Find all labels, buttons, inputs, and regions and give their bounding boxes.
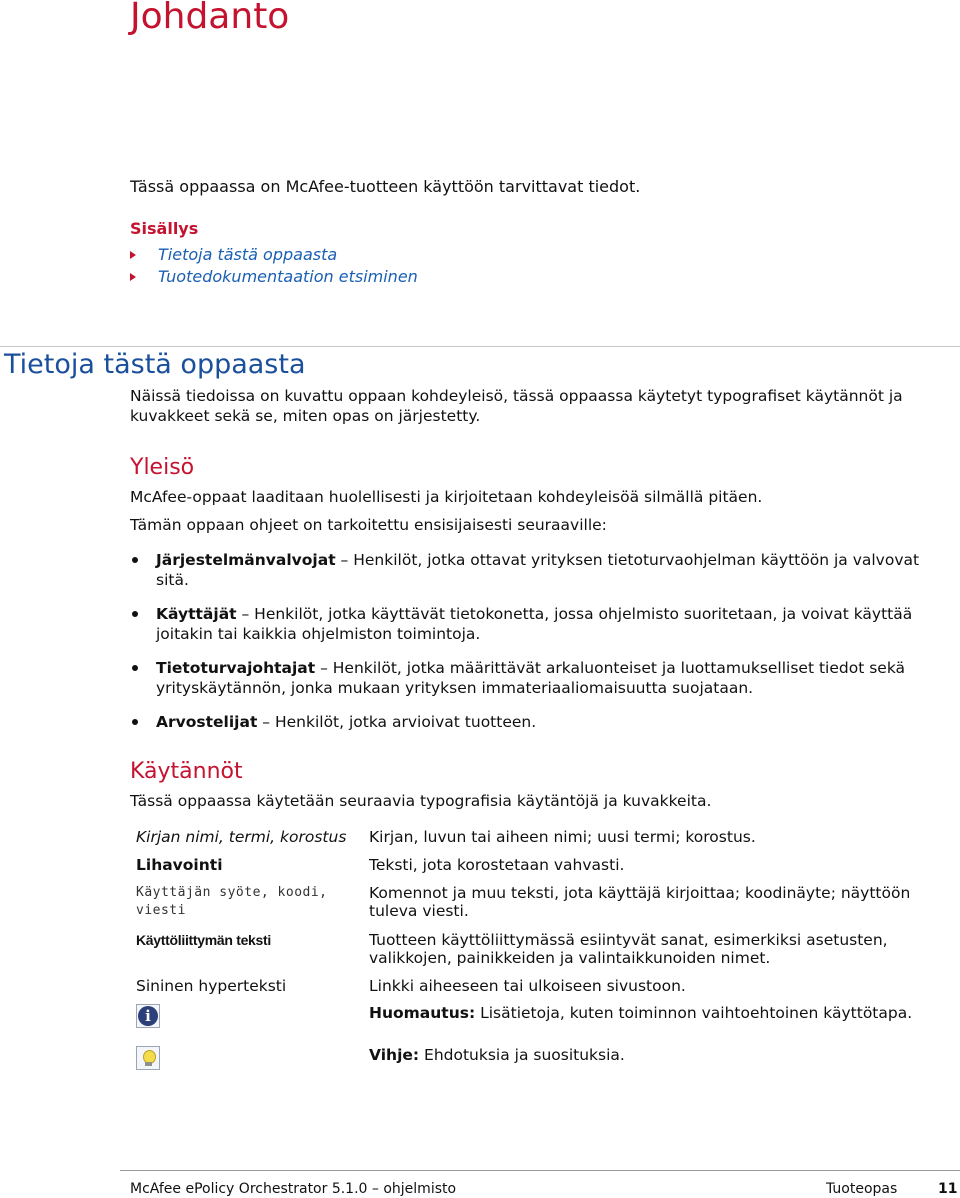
page-number: 11 (938, 1181, 958, 1197)
audience-term: Arvostelijat (156, 713, 258, 731)
conventions-title: Käytännöt (130, 759, 243, 784)
convention-sample-bold: Lihavointi (136, 856, 223, 874)
footer-product: McAfee ePolicy Orchestrator 5.1.0 – ohjelmisto (130, 1181, 457, 1197)
contents-title: Sisällys (130, 219, 199, 238)
audience-desc: – Henkilöt, jotka arvioivat tuotteen. (257, 713, 537, 731)
audience-title: Yleisö (130, 455, 195, 480)
contents-link[interactable]: Tuotedokumentaation etsiminen (158, 267, 418, 286)
lightbulb-icon (136, 1046, 160, 1070)
audience-term: Tietoturvajohtajat (156, 659, 316, 677)
convention-sample-ui-text: Käyttöliittymän teksti (136, 932, 271, 948)
audience-paragraph-2: Tämän oppaan ohjeet on tarkoitettu ensisijaisesti seuraaville: (130, 516, 607, 534)
convention-sample-italic: Kirjan nimi, termi, korostus (136, 828, 347, 846)
audience-desc: – Henkilöt, jotka määrittävät arkaluonteiset ja luottamukselliset tiedot sekä yrityskäytännön, jonka mukaan yrityksen immateriaaliomaisuutta suojataan. (156, 659, 906, 697)
contents-item[interactable] (130, 266, 418, 288)
triangle-bullet-icon (130, 273, 136, 281)
audience-desc: – Henkilöt, jotka ottavat yrityksen tietoturvaohjelman käyttöön ja valvovat sitä. (156, 551, 920, 589)
tip-text: Ehdotuksia ja suosituksia. (419, 1046, 625, 1064)
audience-item (130, 550, 952, 590)
info-icon: i (136, 1004, 160, 1028)
chapter-intro: Tässä oppaassa on McAfee-tuotteen käyttöön tarvittavat tiedot. (130, 177, 641, 196)
footer-divider (120, 1170, 960, 1171)
conventions-table (136, 828, 952, 1078)
convention-sample-hypertext: Sininen hyperteksti (136, 977, 287, 995)
footer-guide-name: Tuoteopas (826, 1181, 898, 1197)
convention-description: Linkki aiheeseen tai ulkoiseen sivustoon. (369, 977, 686, 995)
audience-item (130, 658, 952, 698)
audience-item (130, 712, 952, 732)
contents-link[interactable]: Tietoja tästä oppaasta (158, 245, 338, 264)
contents-list (130, 244, 418, 288)
tip-description (369, 1046, 952, 1064)
bullet-icon (132, 719, 138, 725)
note-label: Huomautus: (369, 1004, 476, 1022)
audience-term: Järjestelmänvalvojat (156, 551, 336, 569)
note-text: Lisätietoja, kuten toiminnon vaihtoehtoinen käyttötapa. (475, 1004, 913, 1022)
convention-sample-monospace: Käyttäjän syöte, koodi, viesti (136, 885, 328, 918)
note-description (369, 1004, 952, 1022)
audience-list (130, 550, 952, 732)
bullet-icon (132, 611, 138, 617)
audience-term: Käyttäjät (156, 605, 237, 623)
section-title: Tietoja tästä oppaasta (4, 349, 306, 380)
convention-description: Kirjan, luvun tai aiheen nimi; uusi termi; korostus. (369, 828, 756, 846)
convention-description: Teksti, jota korostetaan vahvasti. (369, 856, 625, 874)
bullet-icon (132, 557, 138, 563)
audience-paragraph-1: McAfee-oppaat laaditaan huolellisesti ja kirjoitetaan kohdeyleisöä silmällä pitäen. (130, 488, 763, 506)
bullet-icon (132, 665, 138, 671)
convention-description: Komennot ja muu teksti, jota käyttäjä kirjoittaa; koodinäyte; näyttöön tuleva viesti. (369, 884, 911, 920)
audience-item (130, 604, 952, 644)
section-divider (0, 346, 960, 347)
triangle-bullet-icon (130, 251, 136, 259)
about-paragraph: Näissä tiedoissa on kuvattu oppaan kohdeyleisö, tässä oppaassa käytetyt typografiset käytännöt ja kuvakkeet sekä se, miten opas on järjestetty. (130, 387, 903, 425)
convention-description: Tuotteen käyttöliittymässä esiintyvät sanat, esimerkiksi asetusten, valikkojen, painikkeiden ja valintaikkunoiden nimet. (369, 931, 888, 967)
audience-desc: – Henkilöt, jotka käyttävät tietokonetta, jossa ohjelmisto suoritetaan, ja voivat käyttää joitakin tai kaikkia ohjelmiston toimintoja. (156, 605, 913, 643)
contents-item[interactable] (130, 244, 418, 266)
tip-label: Vihje: (369, 1046, 420, 1064)
chapter-title: Johdanto (130, 0, 290, 37)
conventions-intro: Tässä oppaassa käytetään seuraavia typografisia käytäntöjä ja kuvakkeita. (130, 792, 712, 810)
